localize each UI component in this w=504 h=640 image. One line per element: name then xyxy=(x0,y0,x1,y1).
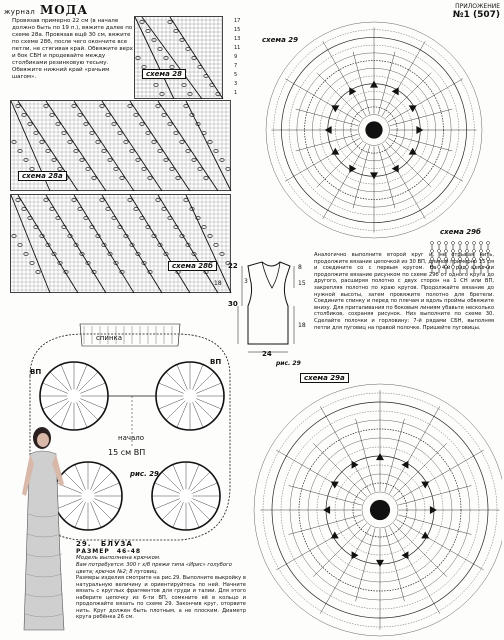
row-number: 9 xyxy=(234,54,238,60)
motif-spoke xyxy=(353,146,370,209)
scheme-28-label: схема 28 xyxy=(142,69,186,79)
motif-spoke xyxy=(378,146,395,209)
motif-fan xyxy=(392,85,402,95)
motif-fan xyxy=(348,551,358,561)
scheme-29-motif xyxy=(252,14,496,246)
scheme-28b-label: схема 28б xyxy=(168,261,217,271)
motif-fan xyxy=(329,102,339,112)
motif-fan xyxy=(376,560,384,567)
vp-left-label: ВП xyxy=(30,368,42,376)
row-number: 3 xyxy=(234,81,238,87)
motif-fan xyxy=(329,531,339,541)
motif-fan xyxy=(323,506,330,514)
row-number: 17 xyxy=(234,18,241,24)
motif-spoke xyxy=(320,406,370,493)
motif-fan xyxy=(329,478,339,488)
pattern-29-label: рис. 29 xyxy=(276,360,301,367)
row-number: 11 xyxy=(234,45,241,51)
motif-fan xyxy=(421,478,431,488)
row-number: 5 xyxy=(234,72,238,78)
motif-spoke xyxy=(393,523,446,576)
motif-spoke xyxy=(276,519,363,569)
start-label: начало xyxy=(118,434,145,442)
motif-center xyxy=(365,121,382,138)
motif-spoke xyxy=(396,450,483,500)
chart-stitch xyxy=(487,242,490,245)
dim-18b: 18 xyxy=(298,322,306,329)
motif-spoke xyxy=(388,138,463,181)
row-number: 13 xyxy=(234,36,241,42)
motif-spoke xyxy=(313,443,366,496)
motif-spoke xyxy=(393,443,446,496)
motif-spoke xyxy=(276,450,363,500)
motif-spoke xyxy=(285,138,360,181)
chart-stitch xyxy=(431,242,434,245)
model-materials: Вам потребуется: 300 г х/б пряжи типа «Ирис» голубого цвета; крючок №2; 8 пуговиц. xyxy=(76,562,232,575)
row-numbers xyxy=(234,17,240,98)
motif-spoke xyxy=(382,144,425,219)
motif-spoke xyxy=(398,515,471,535)
row-number: 1 xyxy=(234,90,238,96)
supplement-label: ПРИЛОЖЕНИЕ xyxy=(455,3,500,10)
size-value: 46-48 xyxy=(116,548,142,555)
motif-fan xyxy=(376,453,384,460)
chart-stitch xyxy=(466,242,469,245)
motif-spoke xyxy=(396,519,483,569)
model-description xyxy=(76,540,246,621)
motif-fan xyxy=(430,506,437,514)
dim-18: 18 xyxy=(214,280,222,287)
motif-fan xyxy=(346,165,356,175)
motif-spoke xyxy=(317,141,363,187)
motif-center xyxy=(370,500,390,520)
dim-15: 15 xyxy=(298,280,306,287)
motif-fan xyxy=(392,165,402,175)
motif-fan xyxy=(409,148,419,158)
motif-fan xyxy=(348,459,358,469)
dim-3: 3 xyxy=(244,278,248,285)
scheme-29a-label: схема 29а xyxy=(300,373,349,383)
motif-spoke xyxy=(320,526,370,613)
model-number: 29. xyxy=(76,540,92,548)
chart-stitch xyxy=(452,242,455,245)
vp-right-label: ВП xyxy=(210,358,222,366)
dim-30: 30 xyxy=(228,300,238,308)
magazine-name: МОДА xyxy=(39,3,89,17)
scheme-29b-label: схема 29б xyxy=(440,228,481,236)
scheme-28b-grid xyxy=(10,194,232,294)
dim-24: 24 xyxy=(262,350,272,358)
issue-number: №1 (507) xyxy=(452,10,500,20)
chain-label: 15 см ВП xyxy=(108,448,146,457)
intro-text: Провязав примерно 22 см (в начале должно быть по 19 п.), вяжите далее по схеме 28а. Провязав ещё 30 см, вяжите по схеме 28б, после чего окончите все петли, не стягивая край. Обвяжите верх и бок СБН и продевайте между столбиками резинковую тесьму. Обвяжите нижний край «рачьим шагом». xyxy=(12,18,133,80)
dim-22: 22 xyxy=(228,262,238,270)
assembly-text: Аналогично выполните второй круг и, не отрывая нить, продолжите вязание цепочкой из 30 ВП, длиной примерно 15 см и соедините со с первым кругом. На 4-й ряд цепочки продолжите вязание рисунком по схеме 29б от одного круга до другого, расширяя полотно с двух сторон на 1 СН или ВП, закрепляя полотно по краю кругов. Продолжайте вязание до нужной высоты, затем провяжите полотно для бретели. Соедините спинку и перед по плечам и вдоль проймы обвяжите внизу. Для приталивания по боковым линиям убавьте несколько столбиков, сохраняя рисунок. Низ выполните по схеме 30. Сделайте полочки и горловину: 7-й рядами СБН, выполняя петли для пуговиц на правой полочке. Пришейте пуговицы. xyxy=(314,252,494,331)
row-number: 15 xyxy=(234,27,241,33)
magazine-prefix: журнал xyxy=(4,8,36,16)
chart-stitch xyxy=(438,242,441,245)
scheme-29-label: схема 29 xyxy=(262,36,299,44)
scheme-29a-motif xyxy=(240,368,502,640)
chart-stitch xyxy=(480,242,483,245)
back-panel xyxy=(80,324,180,346)
motif-spoke xyxy=(390,109,453,126)
chart-stitch xyxy=(445,242,448,245)
motif-fan xyxy=(401,551,411,561)
motif-spoke xyxy=(313,523,366,576)
motif-spoke xyxy=(285,79,360,122)
scheme-28a-label: схема 28а xyxy=(18,171,67,181)
motif-spoke xyxy=(389,526,439,613)
motif-spoke xyxy=(385,73,431,119)
motif-fan xyxy=(409,102,419,112)
model-body: Размеры изделия смотрите на рис.29. Выполните выкройку в натуральную величину и ориентируйтесь по ней. Начните вязать с круглых фрагментов для груди и талии. Для этого наберите цепочку из 6-ти ВП, сомкните её в кольцо и продолжайте вязать по схеме 29. Закончив круг, оторвите нить. Круг должен быть плотным, а не плоским. Диаметр круга ребёнка 26 см. xyxy=(76,575,246,620)
row-number: 7 xyxy=(234,63,238,69)
pattern-29b-label: рис. 29 xyxy=(130,470,159,478)
motif-fan xyxy=(421,531,431,541)
model-photo xyxy=(16,424,68,636)
motif-spoke xyxy=(389,406,439,493)
size-label: РАЗМЕР xyxy=(76,548,110,555)
scheme-28-grid xyxy=(134,16,230,100)
motif-spoke xyxy=(317,73,363,119)
motif-spoke xyxy=(382,41,425,116)
motif-fan xyxy=(329,148,339,158)
motif-spoke xyxy=(323,144,366,219)
chart-stitch xyxy=(473,242,476,245)
motif-fan xyxy=(401,459,411,469)
magazine-header xyxy=(4,3,88,17)
motif-spoke xyxy=(388,79,463,122)
model-title: БЛУЗА xyxy=(100,540,133,548)
model-subtitle: Модель выполнена крючком. xyxy=(76,555,161,561)
back-label: спинка xyxy=(96,334,123,342)
motif-fan xyxy=(346,85,356,95)
dim-8: 8 xyxy=(298,264,302,271)
motif-spoke xyxy=(385,141,431,187)
chart-stitch xyxy=(459,242,462,245)
motif-spoke xyxy=(323,41,366,116)
